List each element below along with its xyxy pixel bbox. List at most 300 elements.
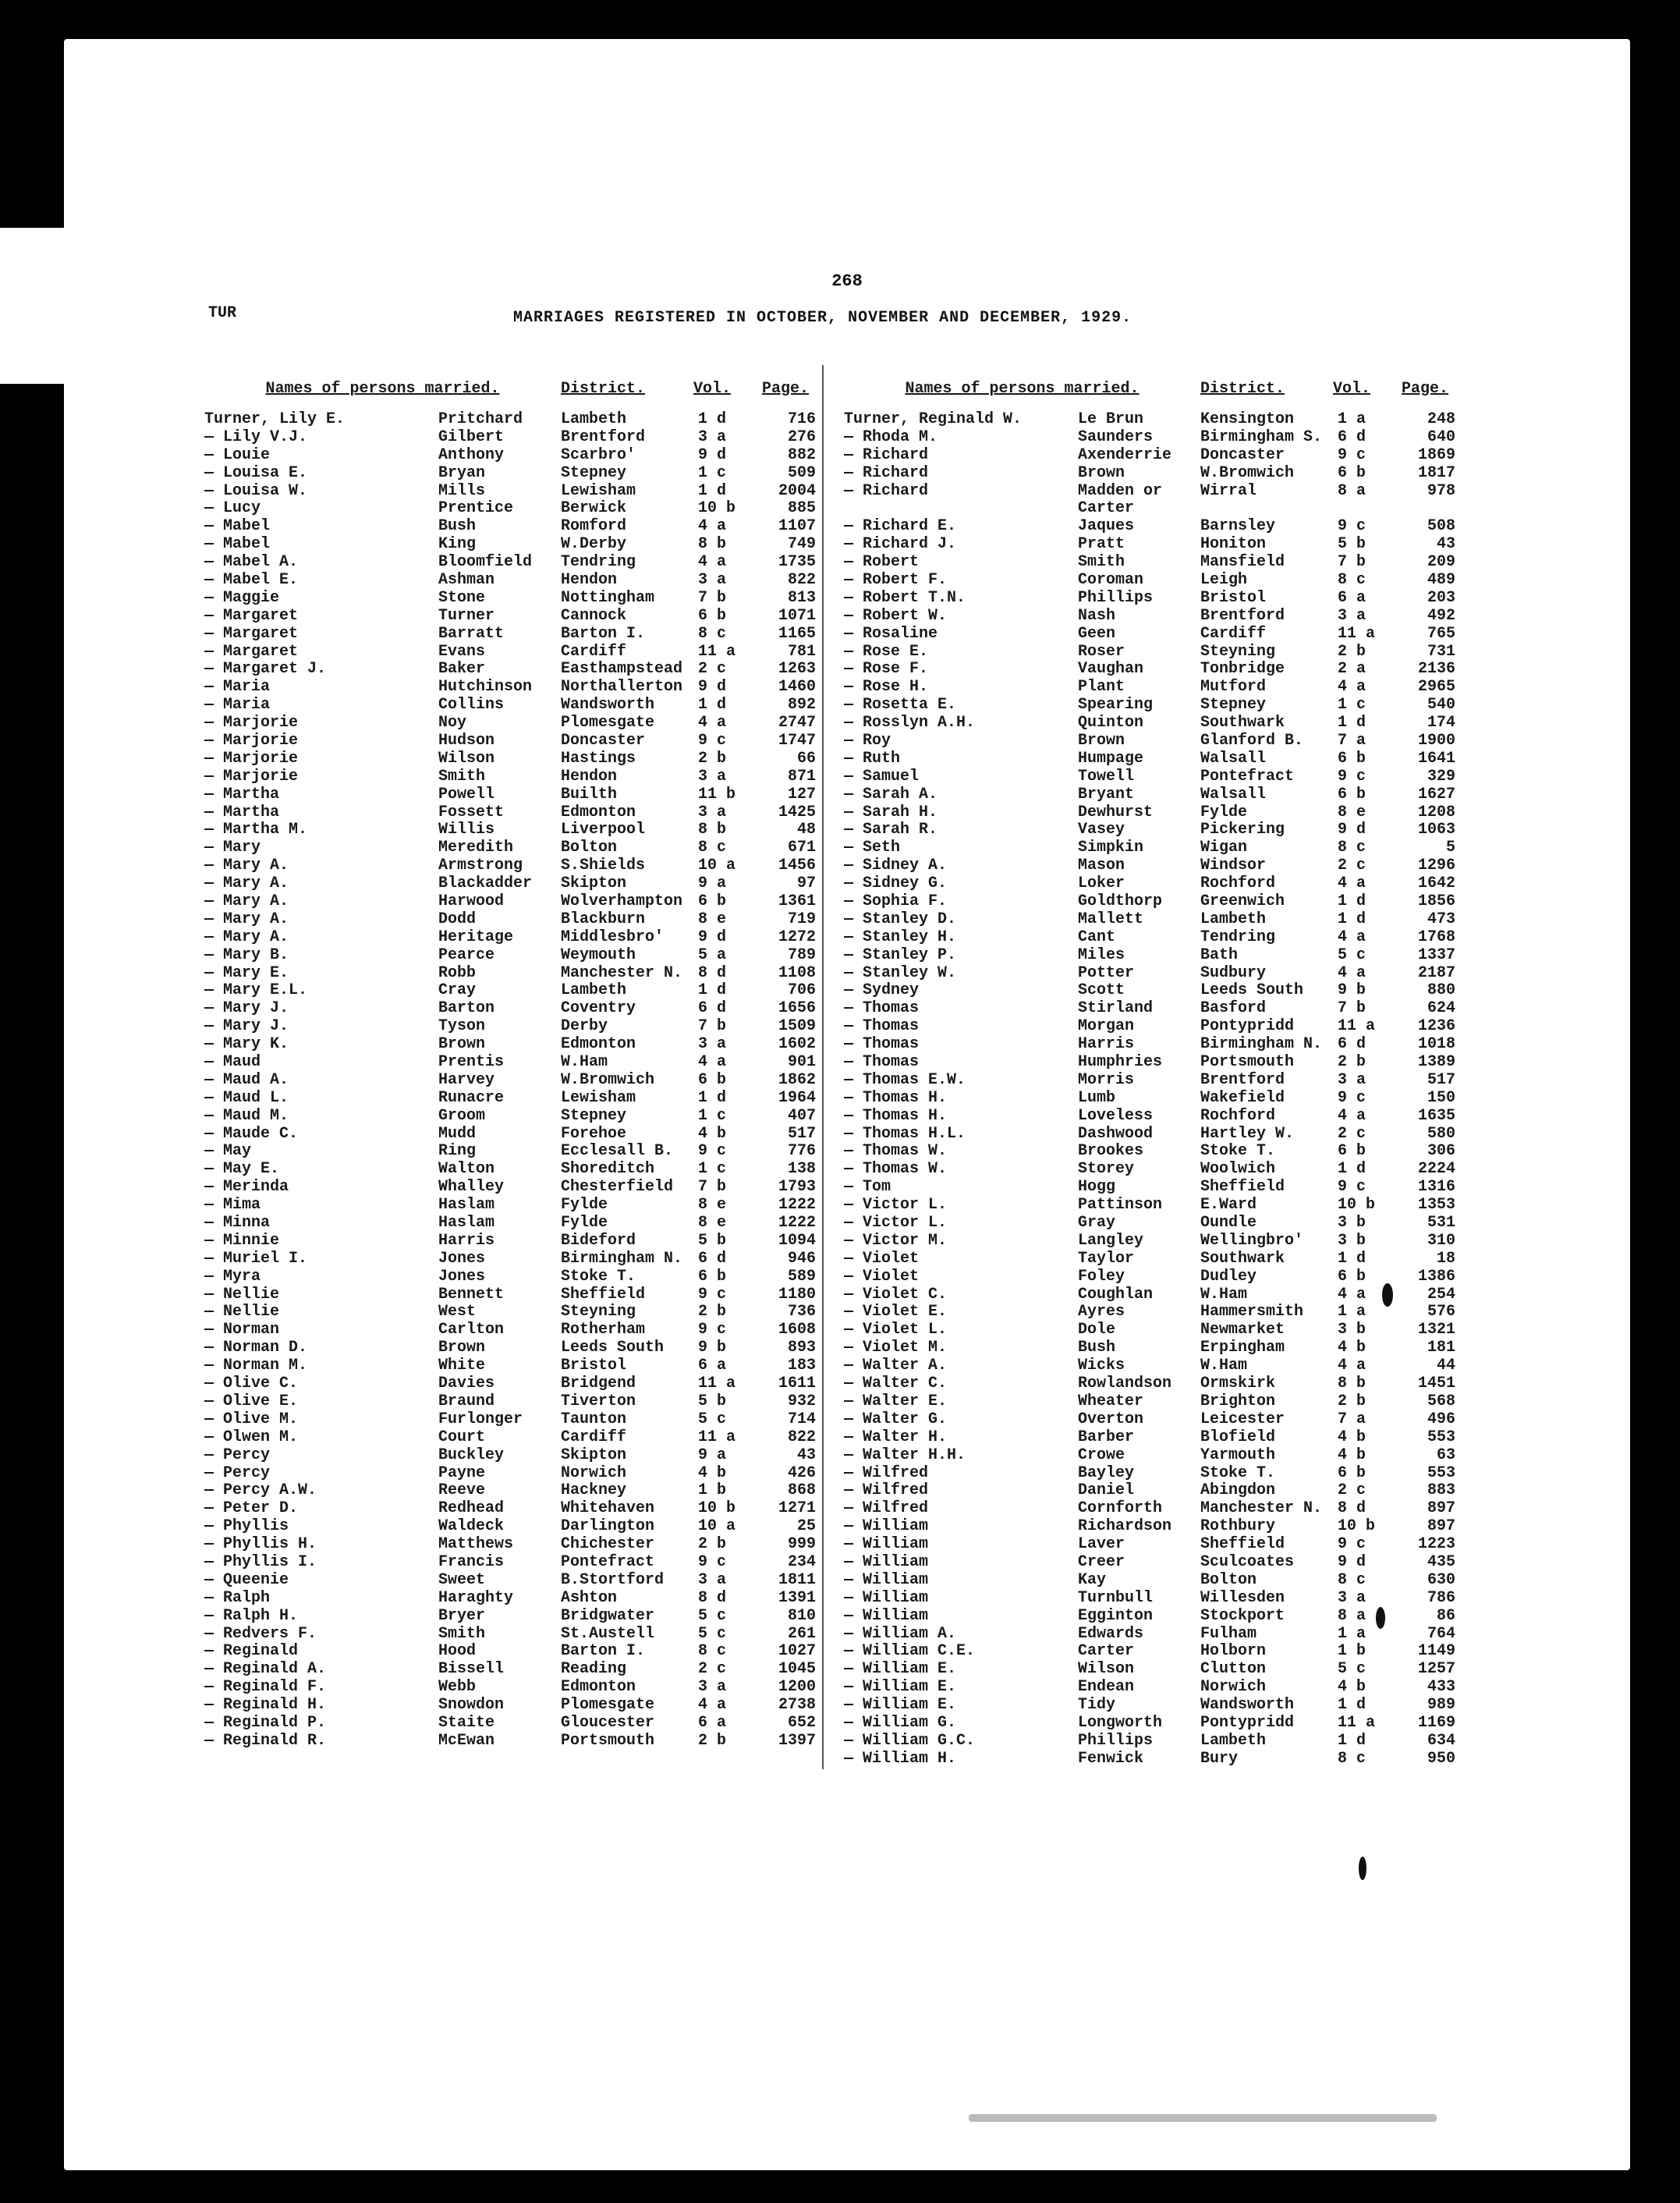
table-row	[844, 1196, 1455, 1215]
entry-name: — Louie	[204, 445, 271, 464]
table-row	[204, 964, 821, 982]
district: Birmingham S.	[1200, 427, 1323, 446]
volume: 8 e	[698, 1196, 727, 1215]
district-header: District.	[561, 379, 646, 398]
entry-name: — Reginald P.	[204, 1713, 327, 1732]
table-row	[844, 1588, 1455, 1607]
district: Hackney	[561, 1481, 627, 1500]
page-ref: 1018	[1417, 1035, 1455, 1054]
page-ref: 580	[1427, 1124, 1455, 1143]
volume: 11 a	[1338, 1713, 1376, 1732]
entry-name: — Mary B.	[204, 945, 289, 964]
table-row	[844, 1749, 1455, 1768]
district: Cardiff	[561, 642, 627, 661]
district: Sculcoates	[1200, 1552, 1295, 1571]
entry-name: — Percy A.W.	[204, 1481, 317, 1500]
surname-index-tag: TUR	[208, 304, 237, 322]
page-ref: 540	[1427, 696, 1455, 715]
spouse-surname: Axenderrie	[1078, 445, 1172, 464]
volume: 6 d	[1338, 1035, 1366, 1054]
table-row	[844, 1642, 1455, 1661]
district: Middlesbro'	[561, 928, 665, 946]
district: W.Derby	[561, 535, 627, 554]
district: Norwich	[561, 1463, 627, 1482]
volume: 4 a	[698, 714, 727, 733]
spouse-surname: Redhead	[438, 1499, 505, 1518]
volume: 2 c	[1338, 1124, 1366, 1143]
district: Taunton	[561, 1410, 627, 1428]
district: Bury	[1200, 1749, 1239, 1768]
table-row	[204, 464, 821, 482]
district: Wirral	[1200, 481, 1257, 500]
entry-name: — Reginald F.	[204, 1678, 327, 1697]
district: Leeds South	[1200, 981, 1304, 1000]
entry-name: — Thomas	[844, 1053, 920, 1072]
page-ref: 18	[1436, 1249, 1455, 1268]
page-ref: 589	[787, 1267, 816, 1286]
district: Pontypridd	[1200, 1713, 1295, 1732]
district: Mansfield	[1200, 553, 1285, 572]
table-row	[204, 1607, 821, 1625]
entry-name: — Reginald	[204, 1642, 299, 1661]
volume: 6 b	[1338, 1463, 1366, 1482]
district: Lewisham	[561, 481, 636, 500]
table-row	[204, 1714, 821, 1732]
table-row	[204, 1481, 821, 1499]
district: Skipton	[561, 874, 627, 893]
district: Romford	[561, 517, 627, 536]
table-row	[204, 1428, 821, 1446]
page-ref: 765	[1427, 624, 1455, 643]
district: Dudley	[1200, 1267, 1257, 1286]
entry-name: — Minna	[204, 1214, 271, 1233]
volume: 7 b	[1338, 999, 1366, 1018]
district: Tiverton	[561, 1392, 636, 1410]
district: Leeds South	[561, 1339, 665, 1357]
table-row	[204, 1071, 821, 1089]
volume: 11 a	[698, 1375, 736, 1393]
page-ref: 1149	[1417, 1642, 1455, 1661]
page-ref: 671	[787, 839, 816, 857]
volume: 1 c	[1338, 696, 1366, 715]
volume: 2 c	[1338, 1481, 1366, 1500]
entry-name: — Martha	[204, 803, 280, 821]
page-ref: 174	[1427, 714, 1455, 733]
volume: 1 b	[1338, 1642, 1366, 1661]
page-ref: 531	[1427, 1214, 1455, 1233]
page-ref: 209	[1427, 553, 1455, 572]
page-ref: 882	[787, 445, 816, 464]
spouse-surname: Kay	[1078, 1570, 1107, 1589]
spouse-surname: Egginton	[1078, 1606, 1154, 1625]
spouse-surname: Mills	[438, 481, 486, 500]
entry-name: — Mary E.	[204, 963, 289, 982]
volume: 4 a	[698, 517, 727, 536]
page-ref: 1200	[778, 1678, 816, 1697]
table-row	[204, 1232, 821, 1250]
page-ref: 254	[1427, 1285, 1455, 1304]
volume: 4 a	[1338, 874, 1366, 893]
volume: 6 a	[1338, 588, 1366, 607]
district: Sudbury	[1200, 963, 1267, 982]
entry-name: — Thomas	[844, 1035, 920, 1054]
volume: 8 e	[698, 1214, 727, 1233]
district: Honiton	[1200, 535, 1267, 554]
entry-name: — Maria	[204, 696, 271, 715]
table-row	[204, 1375, 821, 1392]
volume: 4 a	[1338, 1357, 1366, 1375]
entry-name: — Walter A.	[844, 1357, 948, 1375]
spouse-surname: Whalley	[438, 1178, 505, 1197]
district: Stoke T.	[1200, 1142, 1276, 1161]
district: W.Bromwich	[1200, 463, 1295, 482]
spouse-surname: Taylor	[1078, 1249, 1135, 1268]
table-row	[844, 981, 1455, 1000]
table-row	[204, 982, 821, 1000]
district: Tendring	[561, 553, 636, 572]
page-ref: 44	[1436, 1357, 1455, 1375]
entry-name: — Louisa E.	[204, 463, 308, 482]
spouse-surname: Sweet	[438, 1570, 486, 1589]
entry-name: — Phyllis	[204, 1517, 289, 1536]
page-ref: 736	[787, 1303, 816, 1321]
table-row	[204, 1553, 821, 1571]
table-row	[204, 999, 821, 1017]
entry-name: — Maude C.	[204, 1124, 299, 1143]
table-row	[844, 767, 1455, 786]
page-ref: 517	[787, 1124, 816, 1143]
right-column-header	[844, 374, 1452, 403]
volume: 9 a	[698, 1446, 727, 1464]
district: Skipton	[561, 1446, 627, 1464]
page-ref: 634	[1427, 1731, 1455, 1750]
table-row	[204, 660, 821, 678]
entry-name: — Marjorie	[204, 767, 299, 786]
volume: 4 a	[698, 553, 727, 572]
district: W.Ham	[1200, 1285, 1248, 1304]
table-row	[844, 1660, 1455, 1679]
entry-name: — Tom	[844, 1178, 891, 1197]
page-ref: 1222	[778, 1196, 816, 1215]
spouse-surname: Blackadder	[438, 874, 533, 893]
page-ref: 624	[1427, 999, 1455, 1018]
entry-name: — Mary A.	[204, 874, 289, 893]
volume: 4 b	[698, 1124, 727, 1143]
spouse-surname: Noy	[438, 714, 467, 733]
table-row	[844, 874, 1455, 893]
entry-name: — Phyllis H.	[204, 1535, 317, 1554]
entry-name: — Myra	[204, 1267, 261, 1286]
spouse-surname: Stirland	[1078, 999, 1154, 1018]
page-ref: 234	[787, 1552, 816, 1571]
page-ref: 310	[1427, 1231, 1455, 1250]
district: Tendring	[1200, 928, 1276, 946]
right-column	[844, 374, 1455, 1768]
volume: 1 d	[1338, 1160, 1366, 1179]
district: Hendon	[561, 767, 618, 786]
table-row	[204, 499, 821, 517]
spouse-surname: Fenwick	[1078, 1749, 1144, 1768]
entry-name: — Rose H.	[844, 678, 929, 697]
volume: 9 a	[698, 874, 727, 893]
volume: 9 d	[1338, 821, 1366, 839]
page-ref: 749	[787, 535, 816, 554]
volume: 2 b	[698, 1303, 727, 1321]
spouse-surname: Haraghty	[438, 1588, 514, 1607]
spouse-surname: Bush	[1078, 1339, 1116, 1357]
volume: 8 c	[1338, 570, 1366, 589]
spouse-surname: Loveless	[1078, 1106, 1154, 1125]
volume: 6 d	[1338, 427, 1366, 446]
page-ref: 43	[1436, 535, 1455, 554]
table-row	[204, 1321, 821, 1339]
entry-name: — Mary	[204, 839, 261, 857]
page-ref: 138	[787, 1160, 816, 1179]
spouse-surname: Harwood	[438, 892, 505, 910]
district: Ashton	[561, 1588, 618, 1607]
volume: 6 b	[1338, 463, 1366, 482]
spouse-surname: Gilbert	[438, 427, 505, 446]
entry-name: — William E.	[844, 1660, 957, 1679]
page-ref: 1817	[1417, 463, 1455, 482]
page-ref: 407	[787, 1106, 816, 1125]
spouse-surname: Prentice	[438, 499, 514, 518]
volume: 9 c	[1338, 1088, 1366, 1107]
page-ref: 1263	[778, 660, 816, 679]
spouse-surname: Spearing	[1078, 696, 1154, 715]
entry-name: — William A.	[844, 1624, 957, 1643]
volume: 8 b	[1338, 1375, 1366, 1393]
volume: 3 a	[1338, 606, 1366, 625]
district: Liverpool	[561, 821, 646, 839]
table-row	[204, 1517, 821, 1535]
spouse-surname: Goldthorp	[1078, 892, 1163, 910]
spouse-surname: Edwards	[1078, 1624, 1144, 1643]
table-row	[844, 427, 1455, 446]
district: Rothbury	[1200, 1517, 1276, 1536]
table-row	[204, 839, 821, 857]
district: Lambeth	[561, 981, 627, 1000]
volume: 2 b	[698, 1731, 727, 1750]
page-ref: 781	[787, 642, 816, 661]
entry-name: — Maud M.	[204, 1106, 289, 1125]
entry-name: — Richard	[844, 481, 929, 500]
scan-smear	[969, 2114, 1437, 2122]
volume: 8 b	[698, 821, 727, 839]
page-ref: 1316	[1417, 1178, 1455, 1197]
spouse-surname: Hood	[438, 1642, 477, 1661]
table-row	[204, 1499, 821, 1517]
table-row	[844, 1696, 1455, 1715]
names-header: Names of persons married.	[905, 379, 1139, 398]
volume: 10 a	[698, 1517, 736, 1536]
entry-name: — Ruth	[844, 749, 901, 768]
spouse-surname: Morgan	[1078, 1017, 1135, 1036]
spouse-surname: Prentis	[438, 1053, 505, 1072]
page-ref: 5	[1445, 839, 1455, 857]
district: Woolwich	[1200, 1160, 1276, 1179]
table-row	[844, 1070, 1455, 1089]
district: Hartley W.	[1200, 1124, 1295, 1143]
spouse-surname: Coughlan	[1078, 1285, 1154, 1304]
page-ref: 868	[787, 1481, 816, 1500]
spouse-surname: Waldeck	[438, 1517, 505, 1536]
page-title: MARRIAGES REGISTERED IN OCTOBER, NOVEMBER AND DECEMBER, 1929.	[513, 309, 1132, 327]
page-ref: 127	[787, 785, 816, 804]
district: Steyning	[1200, 642, 1276, 661]
volume: 10 b	[698, 1499, 736, 1518]
left-column	[204, 374, 821, 1750]
district: Edmonton	[561, 1035, 636, 1054]
page-ref: 489	[1427, 570, 1455, 589]
table-row	[204, 1464, 821, 1482]
district: Edmonton	[561, 1678, 636, 1697]
table-row	[204, 535, 821, 553]
page-ref: 1747	[778, 731, 816, 750]
volume: 11 a	[1338, 624, 1376, 643]
volume: 3 a	[698, 1035, 727, 1054]
spouse-surname: Collins	[438, 696, 505, 715]
spouse-surname: Bryer	[438, 1606, 486, 1625]
district: Plomesgate	[561, 1696, 655, 1715]
page-ref: 1869	[1417, 445, 1455, 464]
volume: 1 a	[1338, 1624, 1366, 1643]
volume: 10 a	[698, 857, 736, 875]
table-row	[844, 1392, 1455, 1410]
entry-name: — Seth	[844, 839, 901, 857]
page-ref: 1627	[1417, 785, 1455, 804]
page-ref: 1642	[1417, 874, 1455, 893]
spouse-surname: Richardson	[1078, 1517, 1172, 1536]
spouse-surname: Bloomfield	[438, 553, 533, 572]
district: St.Austell	[561, 1624, 655, 1643]
page-ref: 789	[787, 945, 816, 964]
spouse-surname: Brown	[438, 1339, 486, 1357]
table-row	[204, 1304, 821, 1321]
entry-name: — Richard	[844, 463, 929, 482]
table-row	[844, 410, 1455, 428]
volume: 6 b	[698, 892, 727, 910]
page-ref: 822	[787, 1428, 816, 1446]
volume: 2 b	[1338, 1392, 1366, 1410]
table-row	[204, 1392, 821, 1410]
page-ref: 509	[787, 463, 816, 482]
table-row	[204, 607, 821, 625]
table-row	[204, 1268, 821, 1286]
page-ref: 1635	[1417, 1106, 1455, 1125]
spouse-surname: Ayres	[1078, 1303, 1125, 1321]
district: Darlington	[561, 1517, 655, 1536]
spouse-surname: Simpkin	[1078, 839, 1144, 857]
table-row	[204, 892, 821, 910]
district: Birmingham N.	[1200, 1035, 1323, 1054]
spouse-surname: Le Brun	[1078, 410, 1144, 428]
entry-name: — Thomas H.L.	[844, 1124, 966, 1143]
entry-name: — Violet M.	[844, 1339, 948, 1357]
entry-name: — Violet E.	[844, 1303, 948, 1321]
entry-name: — Sidney G.	[844, 874, 948, 893]
spouse-surname: Rowlandson	[1078, 1375, 1172, 1393]
volume: 9 d	[698, 678, 727, 697]
table-row	[844, 999, 1455, 1018]
district: Pontefract	[561, 1552, 655, 1571]
volume: 4 b	[698, 1463, 727, 1482]
spouse-surname: Haslam	[438, 1214, 495, 1233]
entry-name: — Redvers F.	[204, 1624, 317, 1643]
entry-name: — Percy	[204, 1446, 271, 1464]
spouse-surname: Powell	[438, 785, 495, 804]
entry-name: — Sarah A.	[844, 785, 938, 804]
table-row	[844, 445, 1455, 464]
spouse-surname: Harvey	[438, 1070, 495, 1089]
volume: 4 a	[1338, 1285, 1366, 1304]
volume: 1 d	[1338, 1696, 1366, 1715]
page-ref: 999	[787, 1535, 816, 1554]
entry-name: — Robert W.	[844, 606, 948, 625]
entry-name: — Thomas E.W.	[844, 1070, 966, 1089]
vol-header: Vol.	[693, 379, 732, 398]
entry-name: — William E.	[844, 1696, 957, 1715]
spouse-surname: Miles	[1078, 945, 1125, 964]
district: Whitehaven	[561, 1499, 655, 1518]
table-row	[844, 1410, 1455, 1428]
table-row	[844, 963, 1455, 982]
spouse-surname: Smith	[1078, 553, 1125, 572]
entry-name: — Rhoda M.	[844, 427, 938, 446]
page-ref: 813	[787, 588, 816, 607]
volume: 6 a	[698, 1713, 727, 1732]
left-entries	[204, 410, 821, 1750]
spouse-surname: Phillips	[1078, 588, 1154, 607]
page-ref: 248	[1427, 410, 1455, 428]
page-ref: 1856	[1417, 892, 1455, 910]
spouse-surname: Dodd	[438, 910, 477, 928]
entry-name: — Ralph H.	[204, 1606, 299, 1625]
district: Bristol	[1200, 588, 1267, 607]
volume: 4 a	[1338, 1106, 1366, 1125]
entry-name: — Olive E.	[204, 1392, 299, 1410]
page-ref: 576	[1427, 1303, 1455, 1321]
spouse-surname: Langley	[1078, 1231, 1144, 1250]
district: Builth	[561, 785, 618, 804]
district: E.Ward	[1200, 1196, 1257, 1215]
table-row	[204, 857, 821, 874]
volume: 8 a	[1338, 481, 1366, 500]
table-row	[204, 517, 821, 535]
district: Sheffield	[1200, 1535, 1285, 1554]
page-ref: 25	[796, 1517, 816, 1536]
vol-header: Vol.	[1333, 379, 1371, 398]
table-row	[844, 1713, 1455, 1732]
district: Weymouth	[561, 945, 636, 964]
page-ref: 1236	[1417, 1017, 1455, 1036]
volume: 9 c	[1338, 1535, 1366, 1554]
page-ref: 1456	[778, 857, 816, 875]
district: Fylde	[561, 1196, 608, 1215]
table-row	[844, 1285, 1455, 1304]
district: Reading	[561, 1660, 627, 1679]
entry-name: — Norman D.	[204, 1339, 308, 1357]
page-ref: 1180	[778, 1285, 816, 1304]
ink-mark	[1382, 1283, 1393, 1307]
district: Holborn	[1200, 1642, 1267, 1661]
volume: 1 d	[1338, 1731, 1366, 1750]
table-row	[844, 1053, 1455, 1072]
district: Brentford	[561, 427, 646, 446]
volume: 6 d	[698, 999, 727, 1018]
spouse-surname: Harris	[438, 1231, 495, 1250]
page-ref: 932	[787, 1392, 816, 1410]
